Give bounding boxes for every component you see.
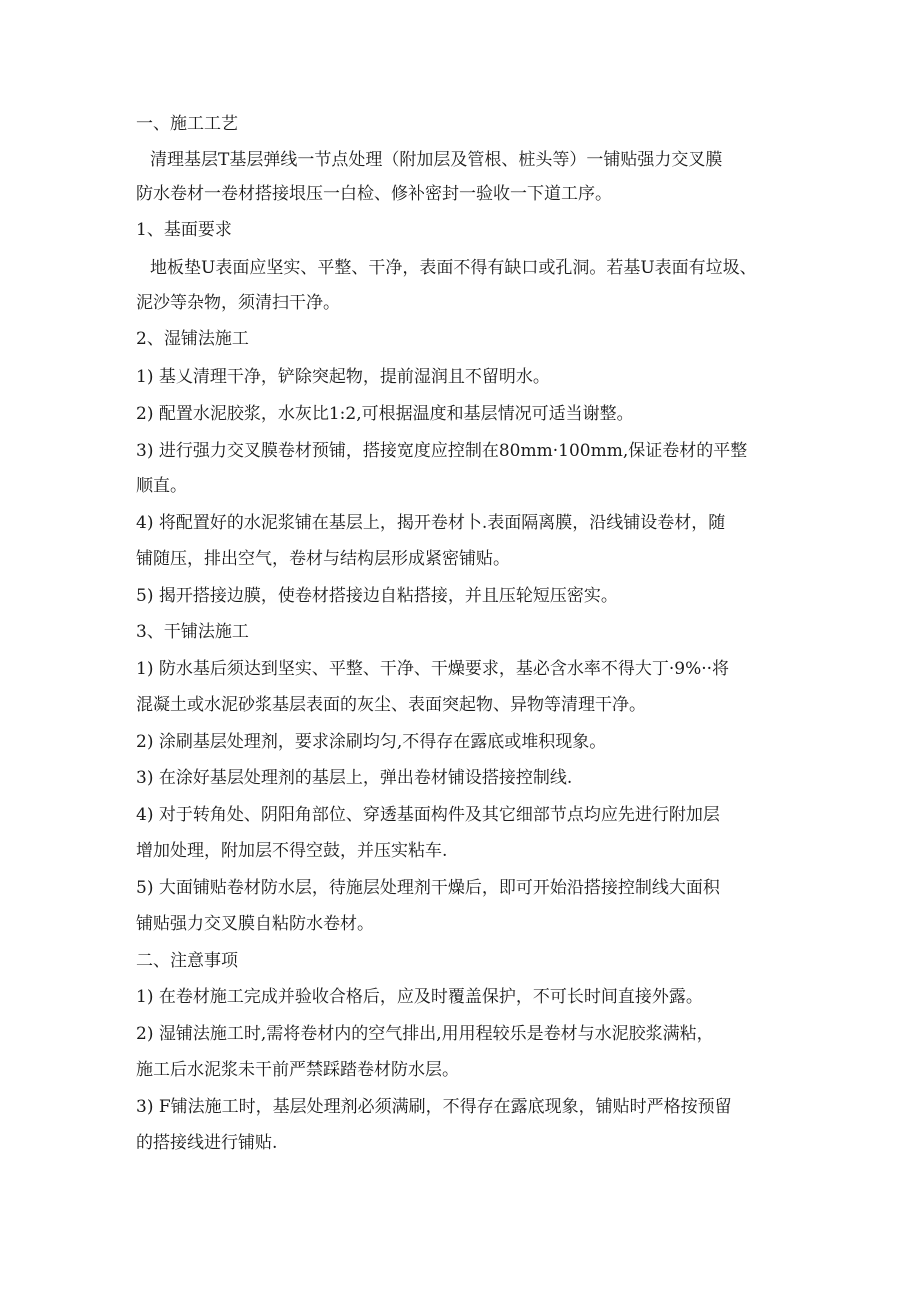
list-item: 3) F铺法施工时，基层处理剂必须满刷，不得存在露底现象，铺贴时严格按预留 — [136, 1097, 732, 1117]
list-item: 1) 基乂清理干净，铲除突起物，提前湿润且不留明水。 — [136, 367, 550, 387]
list-item: 3) 在涂好基层处理剂的基层上，弹出卷材铺设搭接控制线. — [136, 768, 573, 788]
list-item: 2) 湿铺法施工时,需将卷材内的空气排出,用用程较乐是卷材与水泥胶浆满粘， — [136, 1024, 714, 1044]
list-item-continuation: 铺随压，排出空气，卷材与结构层形成紧密铺贴。 — [136, 549, 510, 569]
list-item: 1) 防水基后须达到坚实、平整、干净、干燥要求，基必含水率不得大丁·9%··将 — [136, 659, 730, 679]
list-item-continuation: 的搭接线进行铺贴. — [136, 1133, 278, 1153]
paragraph-line: 清理基层T基层弹线一节点处理（附加层及管根、桩头等）一铺贴强力交叉膜 — [150, 150, 723, 170]
list-item: 5) 大面铺贴卷材防水层，待施层处理剂干燥后，即可开始沿搭接控制线大面积 — [136, 878, 720, 898]
list-item: 4) 将配置好的水泥浆铺在基层上，揭开卷材卜.表面隔离膜，沿线铺设卷材，随 — [136, 513, 726, 533]
list-item: 1) 在卷材施工完成并验收合格后，应及时覆盖保护，不可长时间直接外露。 — [136, 987, 703, 1007]
list-item-continuation: 混凝土或水泥砂浆基层表面的灰尘、表面突起物、异物等清理干净。 — [136, 695, 646, 715]
list-item: 4) 对于转角处、阴阳角部位、穿透基面构件及其它细部节点均应先进行附加层 — [136, 805, 720, 825]
list-item-continuation: 施工后水泥浆未干前严禁踩踏卷材防水层。 — [136, 1060, 459, 1080]
paragraph-line: 泥沙等杂物，须清扫干净。 — [136, 293, 340, 313]
subheading-wet-laying: 2、湿铺法施工 — [136, 329, 249, 349]
section-heading-precautions: 二、注意事项 — [136, 951, 238, 971]
list-item-continuation: 增加处理，附加层不得空鼓，并压实粘车. — [136, 841, 448, 861]
list-item: 5) 揭开搭接边膜，使卷材搭接边自粘搭接，并且压轮短压密实。 — [136, 586, 618, 606]
subheading-base-requirements: 1、基面要求 — [136, 220, 232, 240]
list-item: 3) 进行强力交叉膜卷材预铺，搭接宽度应控制在80mm·100mm,保证卷材的平整 — [136, 441, 748, 461]
list-item-continuation: 铺贴强力交叉膜自粘防水卷材。 — [136, 914, 374, 934]
list-item: 2) 涂刷基层处理剂，要求涂刷均匀,不得存在露底或堆积现象。 — [136, 732, 607, 752]
list-item-continuation: 顺直。 — [136, 476, 187, 496]
paragraph-line: 防水卷材一卷材搭接垠压一白检、修补密封一验收一下道工序。 — [136, 184, 612, 204]
subheading-dry-laying: 3、干铺法施工 — [136, 622, 249, 642]
section-heading-construction-process: 一、施工工艺 — [136, 114, 238, 134]
paragraph-line: 地板垫U表面应坚实、平整、干净，表面不得有缺口或孔洞。若基U表面有垃圾、 — [150, 258, 757, 278]
list-item: 2) 配置水泥胶浆，水灰比1:2,可根据温度和基层情况可适当谢整。 — [136, 404, 634, 424]
